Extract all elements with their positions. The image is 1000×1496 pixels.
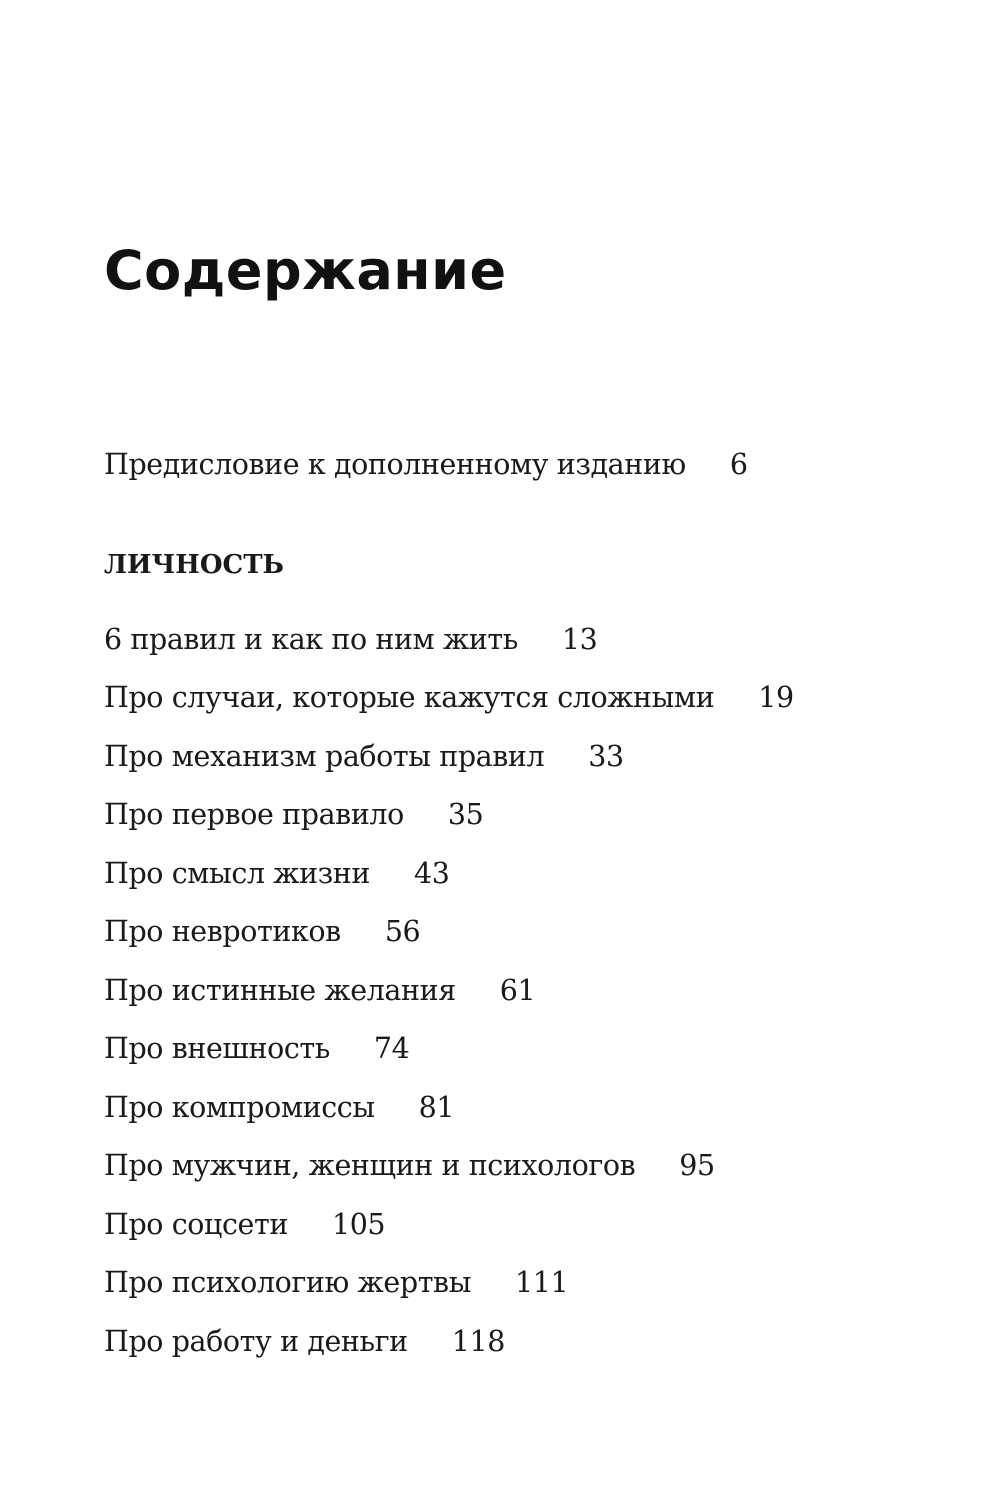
toc-entry-page-number: 111 [515,1266,569,1299]
toc-entry[interactable] [104,1260,568,1306]
toc-entry-page-number: 74 [373,1032,410,1065]
toc-entry-title: Про первое правило [104,798,404,831]
toc-entry-title: Про смысл жизни [104,857,371,890]
section-heading: ЛИЧНОСТЬ [104,550,285,580]
toc-entry-title: Про соцсети [104,1208,288,1241]
toc-entry[interactable] [104,1026,409,1072]
toc-entry[interactable] [104,675,794,721]
toc-entry-title: Про истинные желания [104,974,456,1007]
toc-entry-page-number: 81 [418,1091,455,1124]
toc-entry[interactable] [104,968,535,1014]
toc-entry[interactable] [104,734,624,780]
toc-entry[interactable] [104,1319,505,1365]
toc-entry-title: Про работу и деньги [104,1325,408,1358]
toc-entry-title: Про мужчин, женщин и психологов [104,1149,636,1182]
toc-entry-page-number: 43 [414,857,450,890]
toc-entry-title: Про случаи, которые кажутся сложными [104,681,715,714]
toc-entry-preface[interactable] [104,442,748,488]
toc-entry-title: 6 правил и как по ним жить [104,623,518,656]
toc-entry-page-number: 61 [499,974,536,1007]
toc-entry[interactable] [104,1085,454,1131]
toc-entry[interactable] [104,617,597,663]
toc-entry-title: Про внешность [104,1032,330,1065]
toc-entry-page-number: 13 [561,623,598,656]
toc-entry-page-number: 105 [331,1208,386,1241]
toc-entry-title: Про психологию жертвы [104,1266,471,1299]
toc-entry-page-number: 33 [588,740,624,773]
toc-entry-page-number: 56 [384,915,421,948]
toc-entry[interactable] [104,851,449,897]
toc-entry[interactable] [104,1202,385,1248]
toc-entry[interactable] [104,792,483,838]
toc-entry-page-number: 95 [679,1149,715,1182]
toc-entry-page-number: 19 [758,681,794,714]
toc-entry-title: Про компромиссы [104,1091,375,1124]
toc-entry[interactable] [104,909,420,955]
page-title: Содержание [104,239,507,302]
toc-entry-title: Предисловие к дополненному изданию [104,448,686,481]
toc-entry-title: Про невротиков [104,915,341,948]
toc-entry-page-number: 35 [447,798,484,831]
toc-entry-page-number: 6 [729,448,748,481]
toc-entry[interactable] [104,1143,715,1189]
toc-entry-title: Про механизм работы правил [104,740,545,773]
toc-entry-page-number: 118 [451,1325,505,1358]
